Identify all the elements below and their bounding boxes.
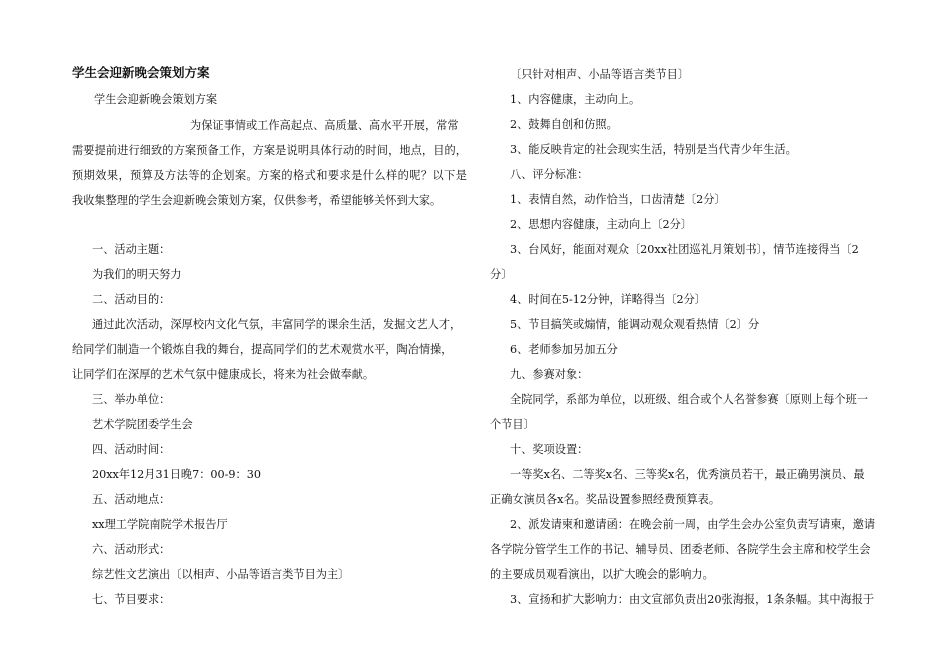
right-line-17: 一等奖x名、二等奖x名、三等奖x名，优秀演员若干，最正确男演员、最 [510, 468, 865, 481]
section-body-organizer: 艺术学院团委学生会 [92, 418, 193, 431]
section-heading-time: 四、活动时间： [92, 443, 171, 456]
section-heading-awards: 十、奖项设置： [510, 443, 589, 456]
document-title: 学生会迎新晚会策划方案 [72, 65, 210, 80]
section-heading-location: 五、活动地点： [92, 493, 171, 506]
document-subtitle: 学生会迎新晚会策划方案 [94, 93, 218, 106]
right-line-11: 5、节目搞笑或煽情，能调动观众观看热情〔2〕分 [510, 318, 760, 331]
right-line-8: 3、台风好，能面对观众〔20xx社团巡礼月策划书〕，情节连接得当〔2 [510, 243, 859, 256]
section-heading-format: 六、活动形式： [92, 543, 171, 556]
right-line-9: 分〕 [490, 268, 513, 281]
section-body-theme: 为我们的明天努力 [92, 268, 182, 281]
intro-line-4: 我收集整理的学生会迎新晚会策划方案，仅供参考，希望能够关怀到大家。 [72, 194, 442, 207]
right-line-12: 6、老师参加另加五分 [510, 343, 618, 356]
right-line-21: 的主要成员观看演出，以扩大晚会的影响力。 [490, 568, 714, 581]
purpose-line-2: 给同学们制造一个锻炼自我的舞台，提高同学们的艺术观赏水平，陶冶情操， [72, 343, 453, 356]
right-line-7: 2、思想内容健康，主动向上〔2分〕 [510, 218, 693, 231]
section-body-time: 20xx年12月31日晚7：00-9：30 [92, 468, 261, 481]
right-line-15: 个节目〕 [490, 418, 535, 431]
right-line-18: 正确女演员各x名。奖品设置参照经费预算表。 [490, 493, 721, 506]
right-line-4: 3、能反映肯定的社会现实生活，特别是当代青少年生活。 [510, 143, 797, 156]
right-line-3: 2、鼓舞自创和仿照。 [510, 118, 618, 131]
section-heading-participants: 九、参赛对象： [510, 368, 589, 381]
section-heading-theme: 一、活动主题： [92, 243, 171, 256]
intro-line-2: 需要提前进行细致的方案预备工作，方案是说明具体行动的时间，地点，目的， [72, 144, 467, 157]
section-body-format: 综艺性文艺演出〔以相声、小品等语言类节目为主〕 [92, 568, 350, 581]
section-body-location: xx理工学院南院学术报告厅 [92, 518, 228, 531]
right-line-19: 2、派发请柬和邀请函：在晚会前一周，由学生会办公室负责写请柬，邀请 [510, 518, 876, 531]
purpose-line-3: 让同学们在深厚的艺术气氛中健康成长，将来为社会做奉献。 [72, 368, 375, 381]
intro-line-3: 预期效果，预算及方法等的企划案。方案的格式和要求是什么样的呢？以下是 [72, 169, 467, 182]
right-line-1: 〔只针对相声、小品等语言类节目〕 [510, 68, 690, 81]
right-line-2: 1、内容健康，主动向上。 [510, 93, 641, 106]
right-line-10: 4、时间在5-12分钟，详略得当〔2分〕 [510, 293, 706, 306]
right-line-20: 各学院分管学生工作的书记、辅导员、团委老师、各院学生会主席和校学生会 [490, 543, 871, 556]
section-heading-requirements: 七、节目要求： [92, 593, 171, 606]
right-line-14: 全院同学，系部为单位，以班级、组合或个人名誉参赛〔原则上每个班一 [510, 393, 869, 406]
section-heading-scoring: 八、评分标准： [510, 168, 589, 181]
right-line-22: 3、宣扬和扩大影响力：由文宣部负责出20张海报，1条条幅。其中海报于 [510, 593, 875, 606]
right-line-6: 1、表情自然，动作恰当，口齿清楚〔2分〕 [510, 193, 726, 206]
section-heading-organizer: 三、举办单位： [92, 393, 171, 406]
purpose-line-1: 通过此次活动，深厚校内文化气氛，丰富同学的课余生活，发掘文艺人才， [92, 318, 462, 331]
section-heading-purpose: 二、活动目的： [92, 293, 171, 306]
intro-line-1: 为保证事情或工作高起点、高质量、高水平开展，常常 [190, 119, 459, 132]
